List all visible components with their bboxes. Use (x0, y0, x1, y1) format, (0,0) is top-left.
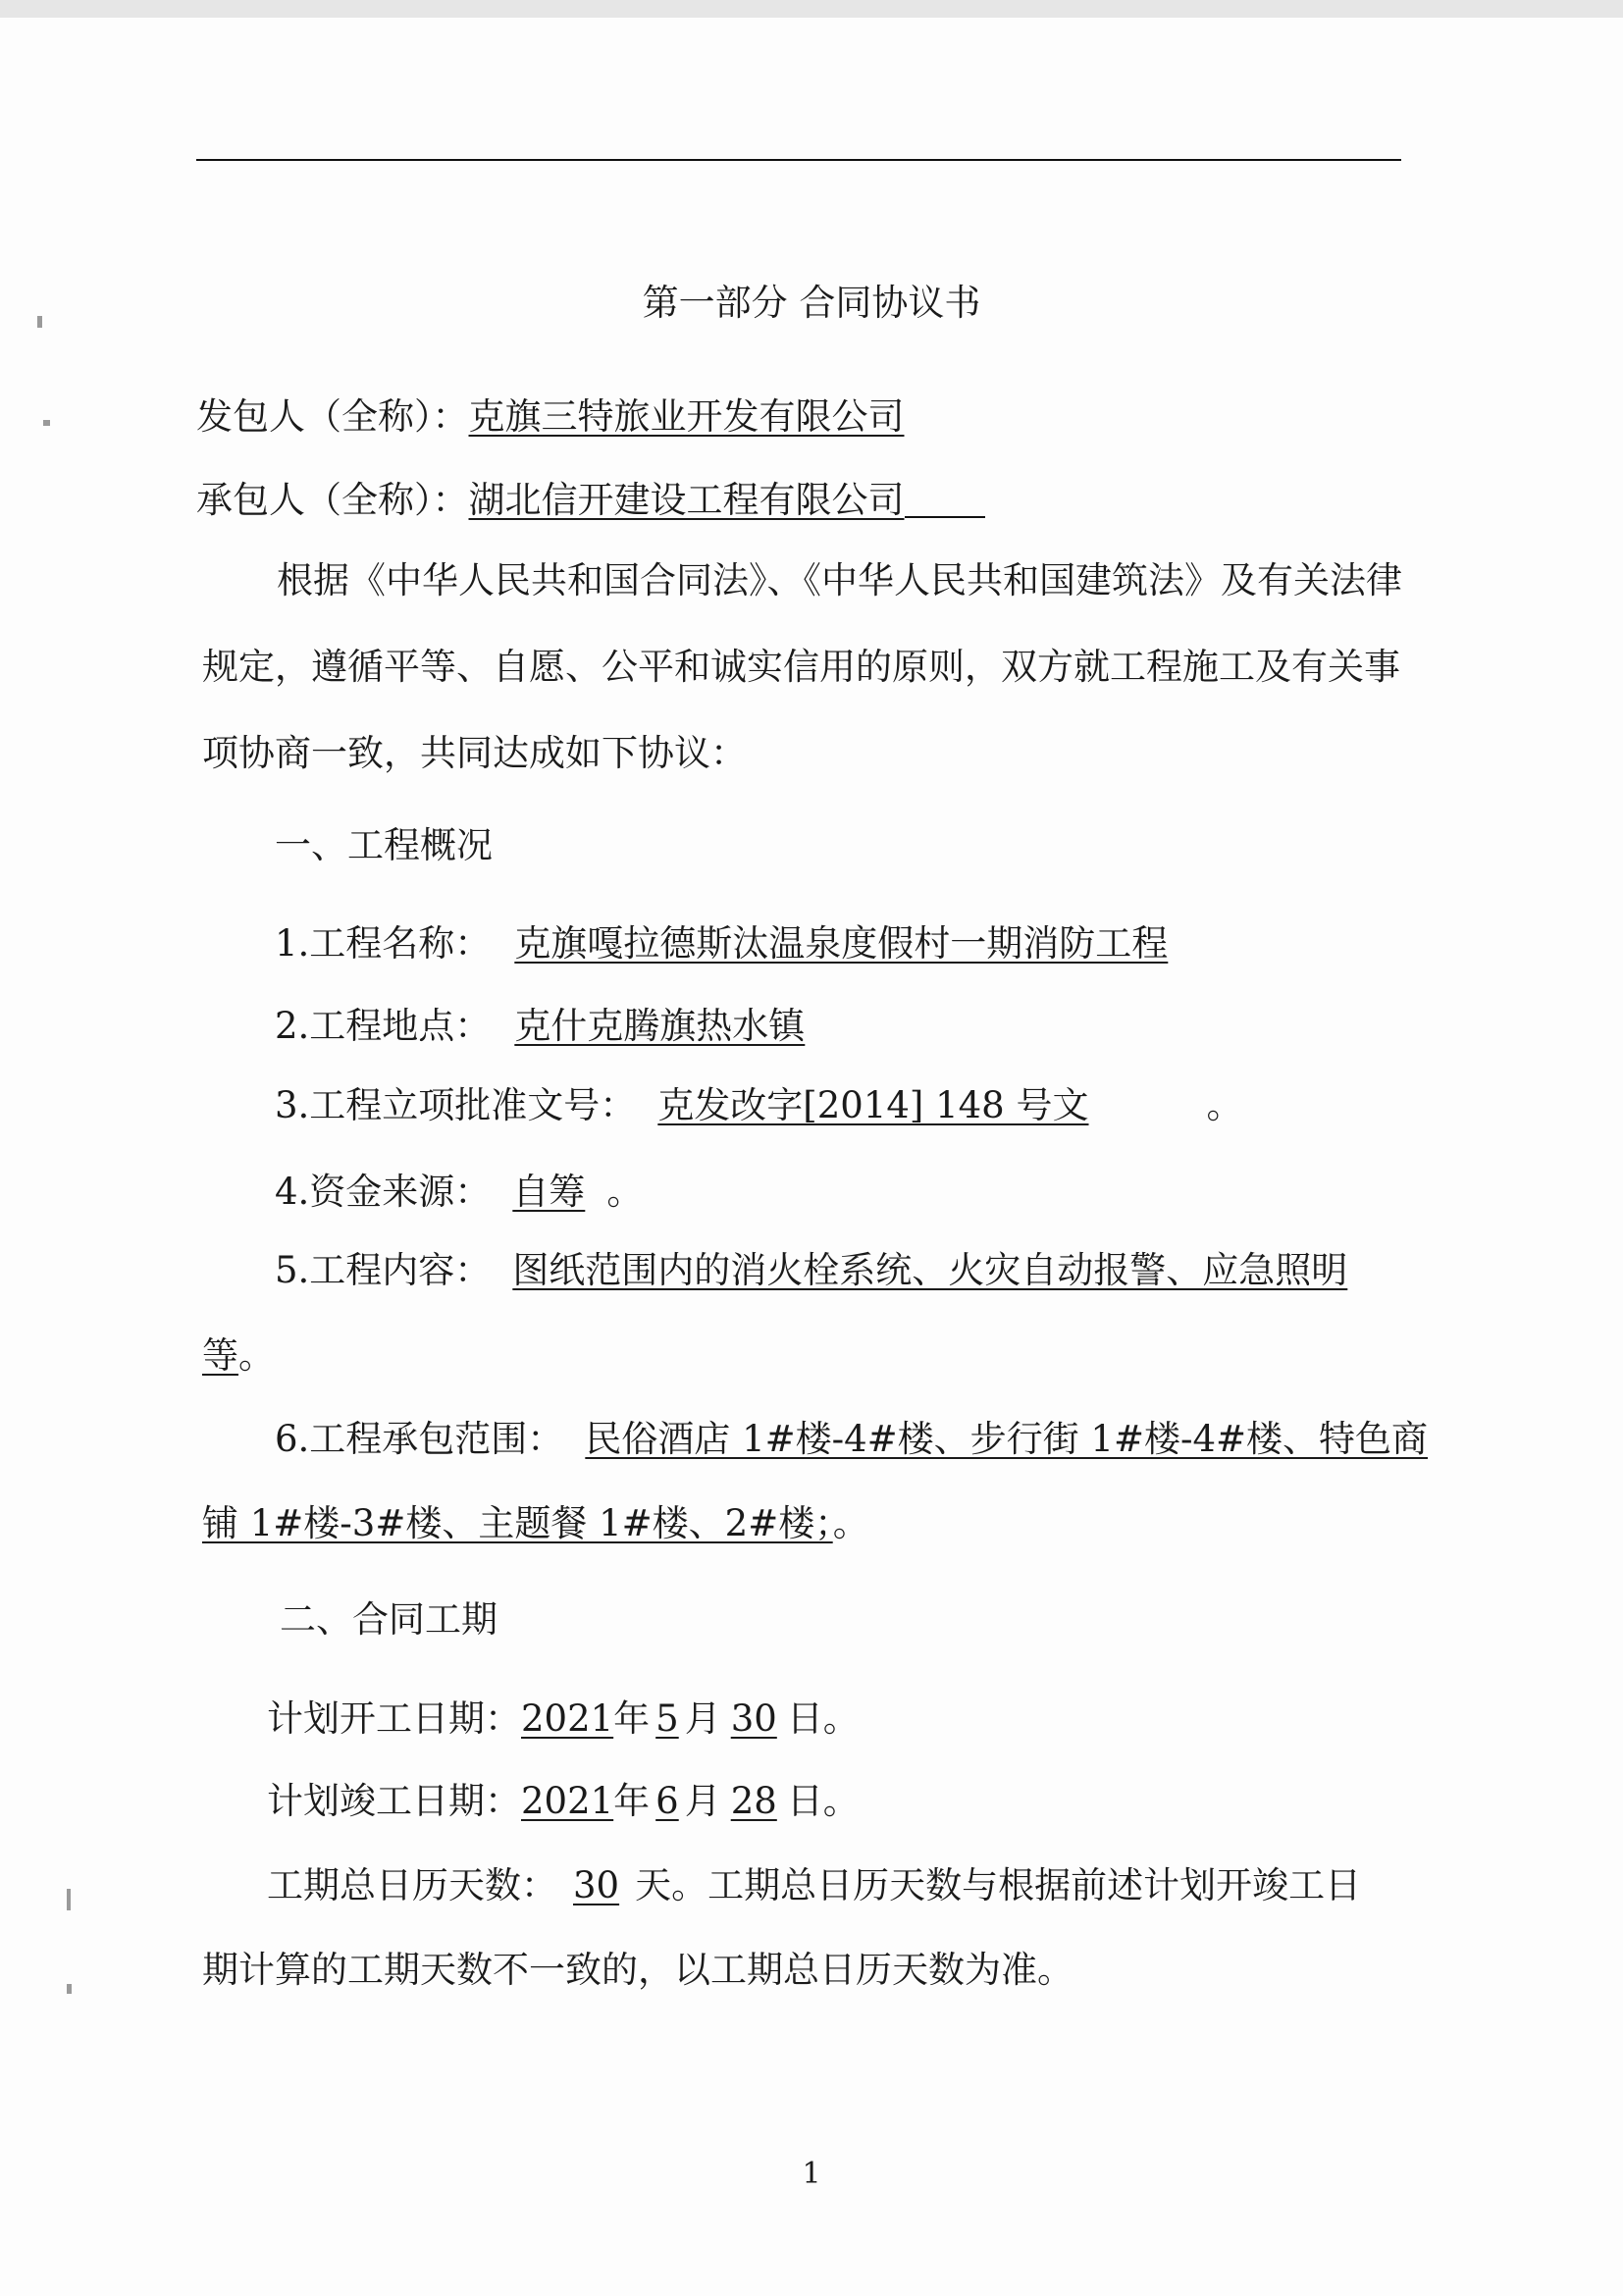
contractor-line (196, 476, 985, 525)
planned-start-date: 计划开工日期：2021年 5 月 30 日。 (267, 1697, 860, 1740)
item-value: 自筹 (512, 1171, 586, 1213)
item-approval-number: 3.工程立项批准文号： 克发改字[2014] 148 号文 。 (275, 1084, 1243, 1126)
item-project-content (275, 1246, 1347, 1295)
finish-year: 2021 (521, 1780, 614, 1822)
employer-line (196, 392, 905, 442)
item-project-content-cont: 等。 (202, 1334, 275, 1377)
scan-speck (37, 316, 42, 328)
start-year: 2021 (521, 1697, 614, 1740)
item-label: 3.工程立项批准文号： (275, 1084, 637, 1126)
duration-days: 30 (573, 1864, 620, 1906)
intro-text: 根据《中华人民共和国合同法》、《中华人民共和国建筑法》及有关法律规定，遵循平等、自愿、公平和诚实信用的原则，双方就工程施工及有关事项协商一致，共同达成如下协议： (202, 559, 1402, 774)
item-scope (275, 1415, 1428, 1464)
contractor-blank (905, 483, 985, 518)
contractor-name: 湖北信开建设工程有限公司 (468, 479, 905, 521)
start-month: 5 (655, 1697, 679, 1740)
item-value: 克什克腾旗热水镇 (514, 1005, 806, 1047)
section1-heading: 一、工程概况 (275, 824, 493, 866)
planned-finish-date: 计划竣工日期：2021年 6 月 28 日。 (267, 1780, 860, 1822)
item-label: 4.资金来源： (275, 1171, 492, 1213)
total-duration-cont: 期计算的工期天数不一致的，以工期总日历天数为准。 (202, 1949, 1073, 1991)
scan-speck (67, 1889, 71, 1910)
item-value: 克发改字[2014] 148 号文 (657, 1084, 1089, 1126)
section2-heading: 二、合同工期 (280, 1598, 497, 1641)
scan-edge (0, 0, 1623, 18)
header-rule (196, 159, 1401, 161)
item-label: 6.工程承包范围： (275, 1418, 564, 1460)
scan-speck (43, 420, 50, 426)
document-title: 第一部分 合同协议书 (642, 282, 981, 324)
page-number: 1 (802, 2157, 821, 2191)
item-label: 5.工程内容： (275, 1249, 492, 1291)
finish-day: 28 (730, 1780, 777, 1822)
finish-month: 6 (655, 1780, 679, 1822)
item-value: 民俗酒店 1#楼-4#楼、步行街 1#楼-4#楼、特色商 (585, 1418, 1429, 1460)
intro-paragraph (202, 538, 1411, 797)
item-project-location (275, 1002, 1248, 1051)
start-day: 30 (730, 1697, 777, 1740)
employer-name: 克旗三特旅业开发有限公司 (468, 395, 905, 438)
item-value: 克旗嘎拉德斯汰温泉度假村一期消防工程 (514, 922, 1169, 965)
item-scope-cont: 铺 1#楼-3#楼、主题餐 1#楼、2#楼；。 (202, 1502, 869, 1544)
item-funding-source: 4.资金来源： 自筹 。 (275, 1171, 644, 1213)
item-label: 2.工程地点： (275, 1005, 492, 1047)
item-label: 1.工程名称： (275, 922, 492, 965)
employer-label: 发包人（全称）： (196, 395, 469, 438)
contractor-label: 承包人（全称）： (196, 479, 469, 521)
item-project-name (275, 919, 1227, 968)
item-value: 图纸范围内的消火栓系统、火灾自动报警、应急照明 (512, 1249, 1348, 1291)
scan-speck (67, 1984, 72, 1994)
total-duration: 工期总日历天数： 30 天。工期总日历天数与根据前述计划开竣工日 (267, 1864, 1362, 1906)
